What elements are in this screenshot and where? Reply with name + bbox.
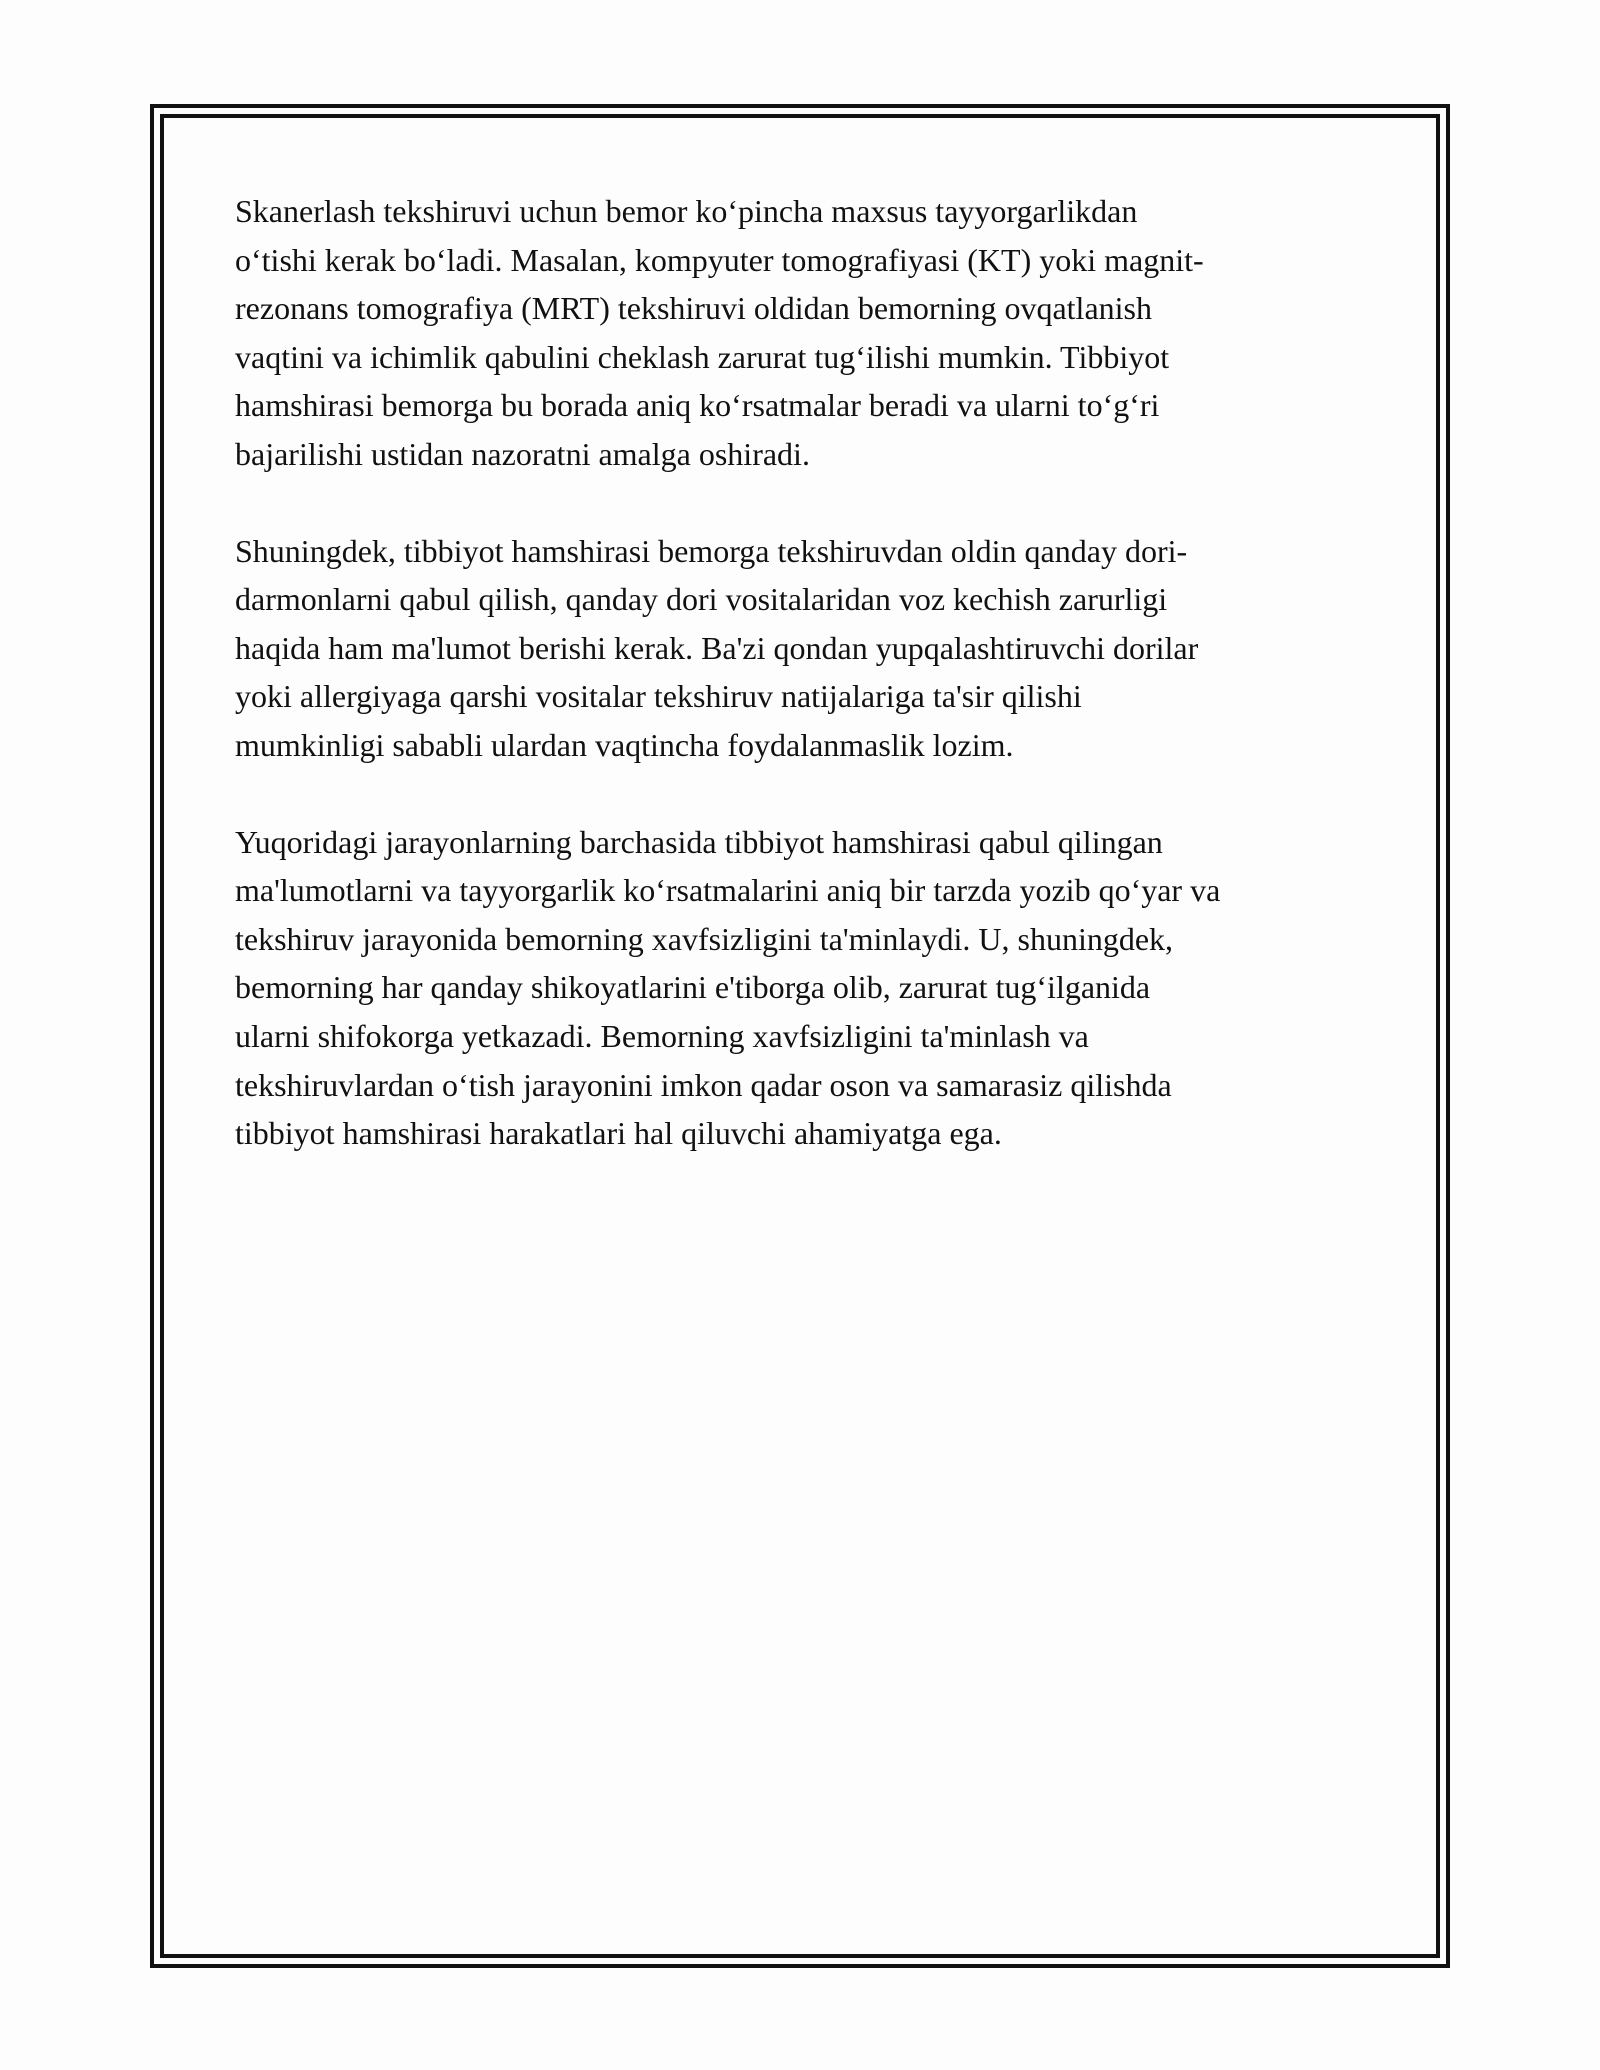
text-line: vaqtini va ichimlik qabulini cheklash zarurat tugʻilishi mumkin. Tibbiyot <box>235 338 1170 375</box>
paragraph-3 <box>235 818 1385 1158</box>
text-line: Skanerlash tekshiruvi uchun bemor koʻpincha maxsus tayyorgarlikdan <box>235 193 1138 229</box>
text-line: bemorning har qanday shikoyatlarini e'tiborga olib, zarurat tugʻilganida <box>235 969 1151 1006</box>
text-line: yoki allergiyaga qarshi vositalar tekshiruv natijalariga ta'sir qilishi <box>235 678 1082 715</box>
text-line: tekshiruv jarayonida bemorning xavfsizligini ta'minlaydi. U, shuningdek, <box>235 920 1174 957</box>
text-line: ma'lumotlarni va tayyorgarlik koʻrsatmalarini aniq bir tarzda yozib qoʻyar va <box>235 872 1221 909</box>
text-line: Shuningdek, tibbiyot hamshirasi bemorga tekshiruvdan oldin qanday dori- <box>235 532 1188 569</box>
text-line: tekshiruvlardan oʻtish jarayonini imkon qadar oson va samarasiz qilishda <box>235 1066 1172 1103</box>
document-body <box>235 187 1385 1206</box>
text-line: oʻtishi kerak boʻladi. Masalan, kompyuter tomografiyasi (KT) yoki magnit- <box>235 241 1204 278</box>
text-line: rezonans tomografiya (MRT) tekshiruvi oldidan bemorning ovqatlanish <box>235 290 1152 327</box>
paragraph-1 <box>235 187 1385 479</box>
text-line: tibbiyot hamshirasi harakatlari hal qiluvchi ahamiyatga ega. <box>235 1115 1002 1152</box>
text-line: mumkinligi sababli ulardan vaqtincha foydalanmaslik lozim. <box>235 726 1014 763</box>
paragraph-2 <box>235 527 1385 770</box>
text-line: Yuqoridagi jarayonlarning barchasida tibbiyot hamshirasi qabul qilingan <box>235 823 1163 860</box>
text-line: haqida ham ma'lumot berishi kerak. Ba'zi qondan yupqalashtiruvchi dorilar <box>235 629 1199 666</box>
text-line: darmonlarni qabul qilish, qanday dori vositalaridan voz kechish zarurligi <box>235 581 1168 618</box>
text-line: ularni shifokorga yetkazadi. Bemorning xavfsizligini ta'minlash va <box>235 1017 1089 1054</box>
text-line: hamshirasi bemorga bu borada aniq koʻrsatmalar beradi va ularni toʻgʻri <box>235 387 1160 424</box>
text-line: bajarilishi ustidan nazoratni amalga oshiradi. <box>235 435 810 472</box>
